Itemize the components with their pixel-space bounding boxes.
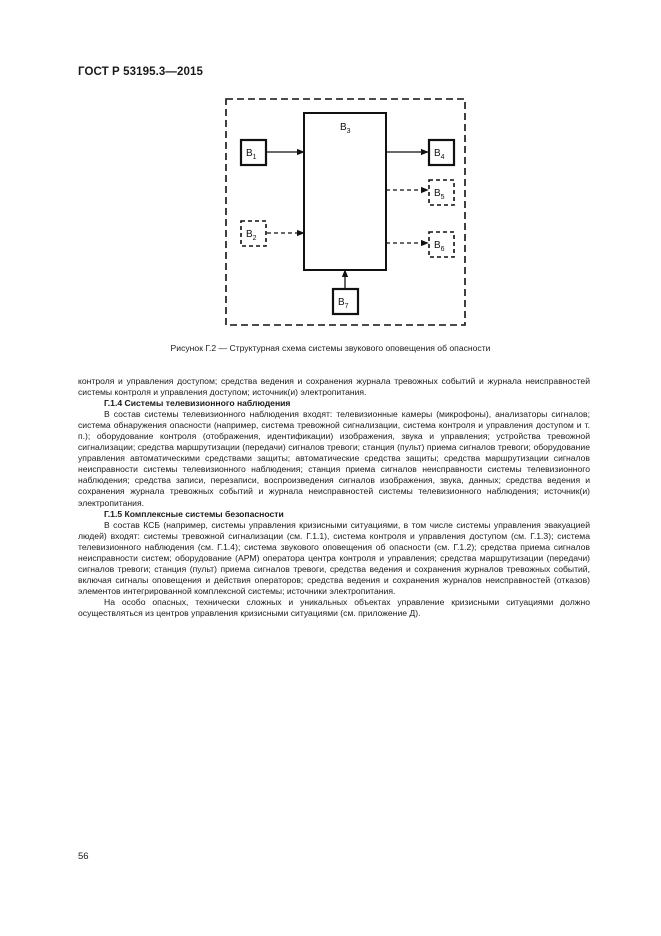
block-b1 (241, 140, 266, 165)
figure-g2 (0, 0, 661, 340)
paragraph-continuation: контроля и управления доступом; средства ведения и сохранения журнала тревожных событий и журнала неисправностей системы контроля и управления доступом; источник(и) электропитания. (78, 376, 590, 398)
paragraph-cctv: В состав системы телевизионного наблюдения входят: телевизионные камеры (микрофоны), анализаторы сигналов; система обнаружения опасности (например, система тревожной сигнализации, система контроля и управления доступом и т. п.); оборудование контроля (отображения, идентификации) изображения, звука и управления; устройства тревожной сигнализации; средства маршрутизации (передачи) сигналов тревоги; станция (пульт) приема сигналов тревоги; оборудование управления автоматическими средствами защиты; автоматические средства защиты; средства маршрутизации сигналов неисправности системы телевизионного наблюдения; станция приема сигналов неисправности системы телевизионного наблюдения; средства записи, перезаписи, воспроизведения сигналов изображения, звука, данных; средства ведения и сохранения журнала тревожных событий и журнала неисправностей системы телевизионного наблюдения; источник(и) электропитания. (78, 409, 590, 508)
block-b3 (304, 113, 386, 270)
block-b5 (429, 180, 454, 205)
figure-caption: Рисунок Г.2 — Структурная схема системы звукового оповещения об опасности (170, 343, 491, 353)
body-text (78, 376, 590, 619)
paragraph-ksb: В состав КСБ (например, системы управления кризисными ситуациями, в том числе системы управления эвакуацией людей) входят: системы тревожной сигнализации (см. Г.1.1), система контроля и управления доступом (см. Г.1.3); система телевизионного наблюдения (см. Г.1.4); система звукового оповещения об опасности (см. Г.1.2); средства приема сигналов неисправности систем; оборудование (АРМ) оператора центра контроля и управления; средства маршрутизации (передачи) сигналов тревоги; станция (пульт) приема сигналов тревоги, средства ведения и сохранения журналов тревожных событий, включая сигналы оповещения и действия операторов; средства ведения и сохранения журналов неисправностей (отказов) элементов интегрированной комплексной системы; источники электропитания. (78, 519, 590, 596)
block-b4 (429, 140, 454, 165)
block-b6 (429, 232, 454, 257)
svg-text:В4: $В_4$ (434, 148, 445, 161)
section-heading-g15: Г.1.5 Комплексные системы безопасности (104, 508, 284, 519)
section-heading-g14: Г.1.4 Системы телевизионного наблюдения (104, 398, 291, 409)
svg-text:В2: $В_2$ (246, 229, 257, 242)
svg-text:В5: $В_5$ (434, 188, 445, 201)
svg-text:В7: $В_7$ (338, 297, 349, 310)
block-b2 (241, 221, 266, 246)
svg-text:В1: $В_1$ (246, 148, 257, 161)
page-number: 56 (78, 851, 89, 862)
block-b7 (333, 289, 358, 314)
document-header: ГОСТ Р 53195.3—2015 (78, 66, 203, 78)
paragraph-crisis-centers: На особо опасных, технически сложных и уникальных объектах управление кризисными ситуациями должно осуществляться из центров управления кризисными ситуациями (см. приложение Д). (78, 596, 590, 618)
svg-text:В6: $В_6$ (434, 240, 445, 253)
structure-diagram (0, 0, 661, 340)
svg-text:В3: $В_3$ (340, 122, 351, 135)
